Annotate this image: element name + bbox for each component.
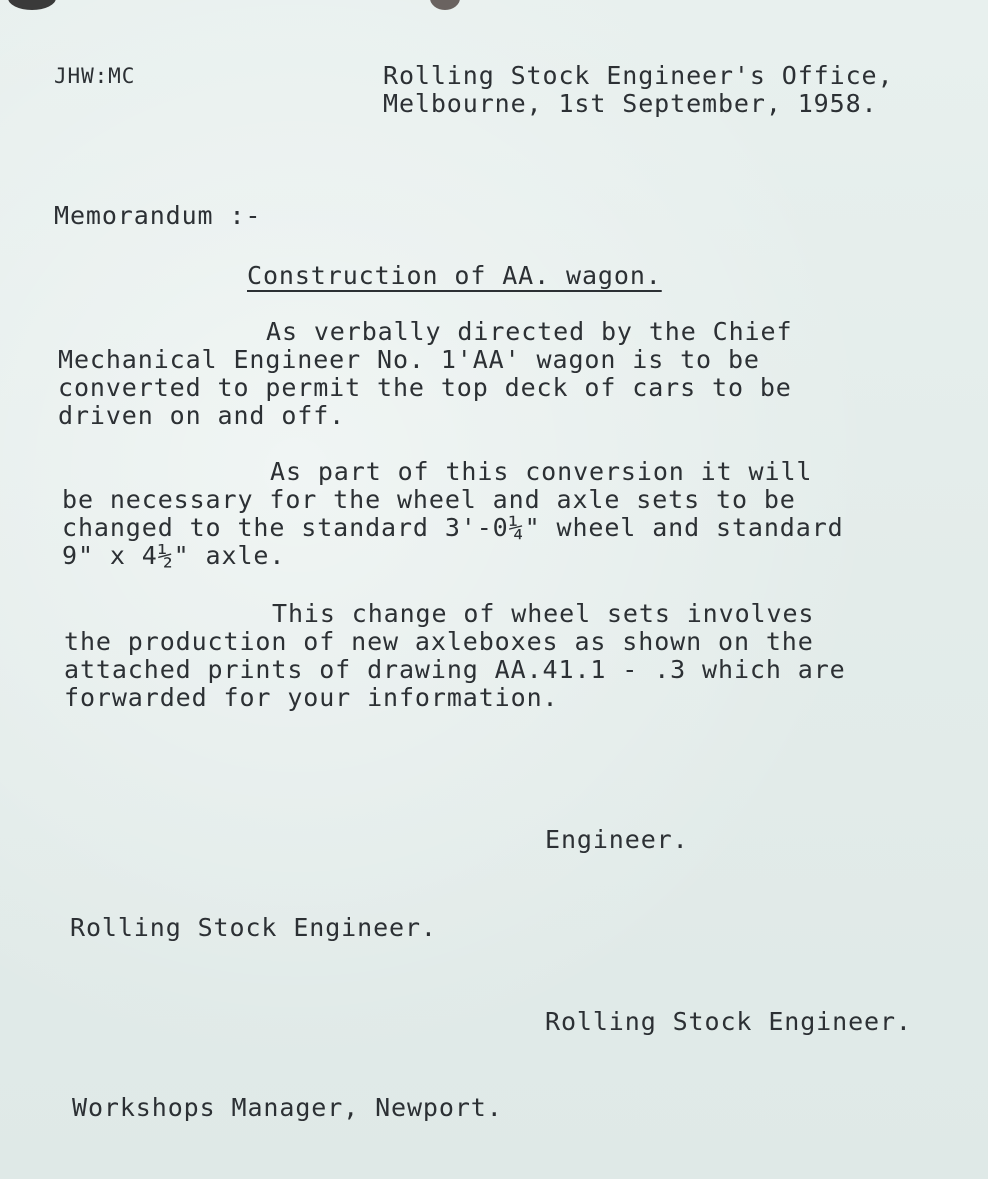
addressee-workshops-manager: Workshops Manager, Newport. [72,1093,503,1122]
paragraph-1-line-1: As verbally directed by the Chief [266,317,793,346]
place-date: Melbourne, 1st September, 1958. [383,89,878,118]
office-header: Rolling Stock Engineer's Office, [383,61,894,90]
reference-initials: JHW:MC [54,64,136,88]
paragraph-3-line-1: This change of wheel sets involves [272,599,815,628]
subject-heading: Construction of AA. wagon. [247,261,662,290]
punch-hole [8,0,56,10]
engineer-signature: Engineer. [545,825,689,854]
punch-hole [430,0,460,10]
paragraph-2-line-1: As part of this conversion it will [270,457,813,486]
rolling-stock-engineer-signature: Rolling Stock Engineer. [545,1007,912,1036]
paragraph-2-line-3: changed to the standard 3'-0¼" wheel and standard [62,513,844,542]
paragraph-1-line-4: driven on and off. [58,401,346,430]
paragraph-3-line-3: attached prints of drawing AA.41.1 - .3 which are [64,655,846,684]
paragraph-3-line-2: the production of new axleboxes as shown on the [64,627,814,656]
paragraph-2-line-2: be necessary for the wheel and axle sets to be [62,485,796,514]
paragraph-2-line-4: 9" x 4½" axle. [62,541,286,570]
paragraph-1-line-2: Mechanical Engineer No. 1'AA' wagon is to be [58,345,760,374]
addressee-rolling-stock-engineer: Rolling Stock Engineer. [70,913,437,942]
memorandum-label: Memorandum :- [54,201,262,230]
paragraph-1-line-3: converted to permit the top deck of cars to be [58,373,792,402]
paragraph-3-line-4: forwarded for your information. [64,683,559,712]
